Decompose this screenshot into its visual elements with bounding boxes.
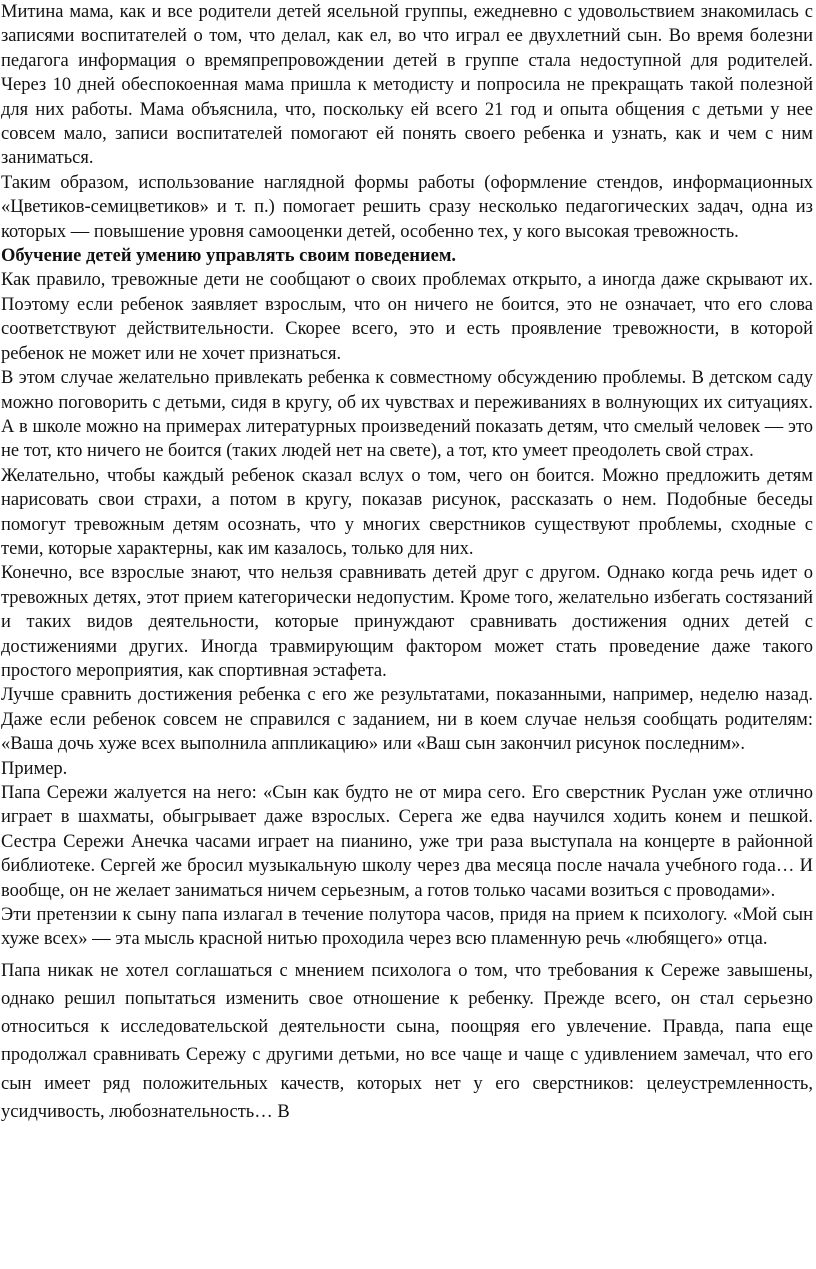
section-heading: Обучение детей умению управлять своим поведением. <box>1 246 457 267</box>
paragraph-visual-forms: Таким образом, использование наглядной формы работы (оформление стендов, информационных «Цветиков-семицветиков» и т. п.) помогает решить сразу несколько педагогических задач, одна из которых — повышение уровня самооценки детей, особенно тех, у кого высокая тревожность. <box>1 172 813 242</box>
paragraph-anxious-children: Как правило, тревожные дети не сообщают о своих проблемах открыто, а иногда даже скрывают их. Поэтому если ребенок заявляет взрослым, что он ничего не боится, это не означает, что его слова соответствуют действительности. Скорее всего, это и есть проявление тревожности, в которой ребенок не может или не хочет признаться. <box>1 270 813 364</box>
document-page <box>1 0 813 1126</box>
paragraph-father-complaints: Эти претензии к сыну папа излагал в течение полутора часов, придя на прием к психологу. «Мой сын хуже всех» — эта мысль красной нитью проходила через всю пламенную речь «любящего» отца. <box>1 905 813 950</box>
paragraph-seryozha-father: Папа Сережи жалуется на него: «Сын как будто не от мира сего. Его сверстник Руслан уже отлично играет в шахматы, обыгрывает даже взрослых. Серега же едва научился ходить конем и пешкой. Сестра Сережи Анечка часами играет на пианино, уже три раза выступала на концерте в районной библиотеке. Сергей же бросил музыкальную школу через два месяца после начала учебного года… И вообще, он не желает заниматься ничем серьезным, а готов только часами возиться с проводами». <box>1 783 813 901</box>
example-label: Пример. <box>1 758 68 779</box>
paragraph-mitina-mother: Митина мама, как и все родители детей ясельной группы, ежедневно с удовольствием знакомилась с записями воспитателей о том, что делал, как ел, во что играл ее двухлетний сын. Во время болезни педагога информация о времяпрепровождении детей в группе стала недоступной для родителей. Через 10 дней обеспокоенная мама пришла к методисту и попросила не прекращать такой полезной для них работы. Мама объяснила, что, поскольку ей всего 21 год и опыта общения с детьми у нее совсем мало, записи воспитателей помогают ей понять своего ребенка и узнать, как и чем с ним заниматься. <box>1 2 813 169</box>
paragraph-father-change: Папа никак не хотел соглашаться с мнением психолога о том, что требования к Сереже завышены, однако решил попытаться изменить свое отношение к ребенку. Прежде всего, он стал серьезно относиться к исследовательской деятельности сына, поощряя его увлечение. Правда, папа еще продолжал сравнивать Сережу с другими детьми, но все чаще и чаще с удивлением замечал, что его сын имеет ряд положительных качеств, которых нет у его сверстников: целеустремленность, усидчивость, любознательность… В <box>1 960 813 1122</box>
paragraph-no-comparison: Конечно, все взрослые знают, что нельзя сравнивать детей друг с другом. Однако когда речь идет о тревожных детях, этот прием категорически недопустим. Кроме того, желательно избегать состязаний и таких видов деятельности, которые принуждают сравнивать достижения одних детей с достижениями других. Иногда травмирующим фактором может стать проведение даже такого простого мероприятия, как спортивная эстафета. <box>1 563 813 681</box>
paragraph-compare-self: Лучше сравнить достижения ребенка с его же результатами, показанными, например, неделю назад. Даже если ребенок совсем не справился с заданием, ни в коем случае нельзя сообщать родителям: «Ваша дочь хуже всех выполнила аппликацию» или «Ваш сын закончил рисунок последним». <box>1 685 813 755</box>
paragraph-fears-aloud: Желательно, чтобы каждый ребенок сказал вслух о том, чего он боится. Можно предложить детям нарисовать свои страхи, а потом в кругу, показав рисунок, рассказать о нем. Подобные беседы помогут тревожным детям осознать, что у многих сверстников существуют проблемы, сходные с теми, которые характерны, как им казалось, только для них. <box>1 465 813 559</box>
paragraph-joint-discussion: В этом случае желательно привлекать ребенка к совместному обсуждению проблемы. В детском саду можно поговорить с детьми, сидя в кругу, об их чувствах и переживаниях в волнующих их ситуациях. А в школе можно на примерах литературных произведений показать детям, что смелый человек — это не тот, кто ничего не боится (таких людей нет на свете), а тот, кто умеет преодолеть свой страх. <box>1 368 813 462</box>
